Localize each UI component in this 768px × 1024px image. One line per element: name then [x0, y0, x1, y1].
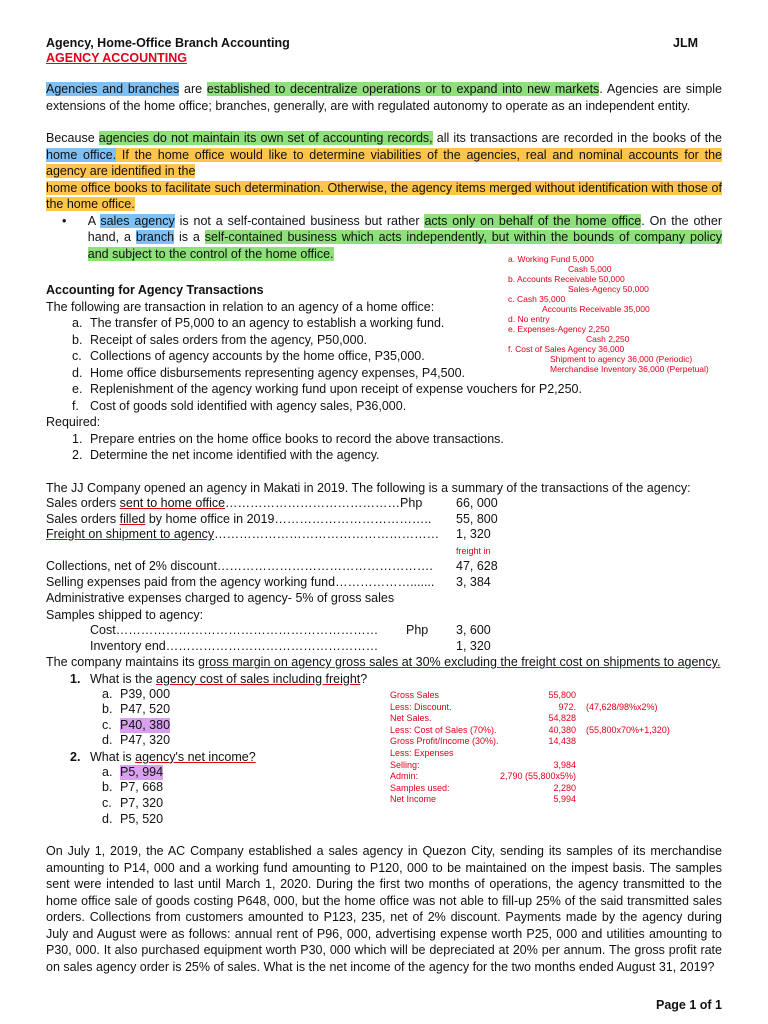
option-text: P47, 320	[120, 733, 171, 748]
text: gross margin on agency gross sales at 30% excluding the freight cost on shipments to agency.	[198, 655, 721, 669]
option-letter: b.	[102, 702, 113, 717]
comp-value: 5,994	[553, 794, 576, 805]
option-text: P40, 380	[120, 717, 171, 732]
margin-note: a. Working Fund 5,000	[508, 254, 594, 264]
margin-note: f. Cost of Sales Agency 36,000	[508, 344, 625, 354]
comp-label: Selling:	[390, 759, 420, 770]
samples-line: Samples shipped to agency:	[46, 607, 204, 622]
item-text: Prepare entries on the home office books to record the above transactions.	[90, 431, 504, 446]
doc-title: Agency, Home-Office Branch Accounting	[46, 36, 290, 50]
option-text: P39, 000	[120, 686, 171, 701]
computation-row	[390, 725, 670, 737]
value: 3, 600	[456, 623, 491, 637]
required-list	[46, 431, 722, 464]
comp-label: Gross Sales	[390, 690, 440, 700]
computation-row	[390, 713, 670, 725]
comp-value: 40,380	[548, 724, 576, 735]
value: 66, 000	[456, 496, 498, 510]
option-text: P5, 520	[120, 811, 164, 826]
value: 3, 384	[456, 574, 491, 589]
text: are	[179, 82, 207, 96]
margin-note: Shipment to agency 36,000 (Periodic)	[550, 354, 693, 364]
item-letter: a.	[72, 316, 83, 330]
option-letter: b.	[102, 780, 113, 795]
option-letter: a.	[102, 686, 113, 701]
comp-value: 55,800	[548, 690, 576, 700]
item-text: Receipt of sales orders from the agency, P50,000.	[90, 332, 368, 347]
intro-paragraph-2	[46, 130, 722, 213]
option-text: P5, 994	[120, 764, 164, 779]
text: The company maintains its	[46, 655, 199, 669]
list-item	[46, 398, 722, 415]
item-text: Replenishment of the agency working fund upon receipt of expense vouchers for P2,250.	[90, 382, 582, 396]
text: filled	[119, 511, 146, 526]
text: . On the other hand, a	[87, 213, 722, 244]
item-letter: c.	[72, 349, 82, 363]
summary-row	[46, 575, 722, 591]
margin-note: d. No entry	[508, 314, 550, 324]
item-text: The transfer of P5,000 to an agency to establish a working fund.	[90, 316, 445, 330]
text: What is	[90, 749, 136, 764]
computation-row	[390, 690, 670, 702]
document-page	[46, 36, 722, 975]
item-text: Cost of goods sold identified with agency sales, P36,000.	[90, 398, 407, 413]
item-text: Home office disbursements representing agency expenses, P4,500.	[90, 365, 465, 380]
comp-label: Less: Discount.	[390, 701, 452, 712]
margin-note: Cash 2,250	[586, 334, 630, 344]
item-number: 2.	[72, 448, 83, 462]
computation-row	[390, 771, 670, 783]
margin-note: Cash 5,000	[568, 264, 612, 274]
text: A	[87, 213, 101, 228]
text: Because	[46, 131, 99, 145]
text: is a	[174, 230, 205, 244]
comp-value: 14,438	[548, 736, 576, 747]
value: 47, 628	[456, 559, 498, 573]
text: ……………………………………Php	[225, 496, 423, 510]
item-letter: b.	[72, 332, 83, 347]
text: Freight on shipment to agency	[46, 527, 215, 541]
text: agency's net income?	[135, 749, 256, 764]
margin-note: b. Accounts Receivable 50,000	[508, 274, 625, 284]
margin-note: c. Cash 35,000	[508, 294, 566, 304]
hl-text: established to decentralize operations or to expand into new markets	[206, 82, 600, 96]
item-text: Collections of agency accounts by the home office, P35,000.	[90, 349, 425, 363]
computation-row	[390, 748, 670, 760]
computation-row	[390, 736, 670, 748]
jj-lead: The JJ Company opened an agency in Makati in 2019. The following is a summary of the transactions of the agency:	[46, 480, 691, 495]
q-number: 2.	[70, 749, 81, 764]
text: Php	[406, 623, 429, 637]
item-text: Determine the net income identified with the agency.	[90, 448, 380, 462]
comp-value: 3,984	[553, 759, 576, 770]
intro-paragraph-1	[46, 81, 722, 114]
comp-label: Net Sales.	[390, 713, 432, 724]
answer-option	[46, 812, 722, 828]
computation-notes	[390, 690, 670, 806]
list-item	[46, 447, 722, 464]
freight-note: freight in	[456, 545, 491, 556]
text: all its transactions are recorded in the books of the	[432, 131, 723, 145]
text: . Agencies are simple extensions of the home office; branches, generally, are with regulated autonomy to operate as an independent entity.	[46, 82, 723, 113]
margin-paragraph	[46, 654, 722, 671]
comp-value: 54,828	[548, 713, 576, 724]
text: Sales orders	[46, 496, 120, 510]
bullet-item	[46, 213, 722, 263]
computation-row	[390, 702, 670, 714]
comp-formula: (55,800x70%+1,320)	[586, 724, 670, 735]
summary-row	[46, 496, 722, 512]
comp-label: Net Income	[390, 794, 437, 805]
item-number: 1.	[72, 431, 83, 446]
text: Selling expenses paid from the agency working fund……………….......	[46, 574, 435, 589]
page-number: Page 1 of 1	[656, 998, 722, 1012]
value: 1, 320	[456, 527, 491, 541]
text: ?	[360, 671, 368, 686]
margin-note: Merchandise Inventory 36,000 (Perpetual)	[550, 364, 709, 374]
text: is not a self-contained business but rather	[174, 213, 425, 228]
list-item	[46, 381, 722, 398]
section-subtitle: AGENCY ACCOUNTING	[46, 51, 187, 65]
hl-text: acts only on behalf of the home office	[424, 213, 642, 228]
list-item	[46, 431, 722, 448]
option-letter: c.	[102, 717, 112, 732]
comp-label: Less: Expenses	[390, 747, 454, 758]
margin-note: e. Expenses-Agency 2,250	[508, 324, 610, 334]
item-letter: d.	[72, 365, 83, 380]
comp-label: Admin:	[390, 771, 419, 782]
hl-text: home office.	[46, 147, 117, 162]
list-item	[46, 315, 722, 332]
hl-text: Agencies and branches	[46, 82, 180, 96]
text: Sales orders	[46, 511, 120, 526]
bullet-mark: •	[62, 213, 67, 228]
option-text: P7, 668	[120, 780, 164, 795]
item-letter: f.	[72, 398, 79, 413]
jj-summary	[46, 496, 722, 654]
option-letter: d.	[102, 733, 113, 748]
header	[46, 36, 722, 50]
item-letter: e.	[72, 382, 83, 396]
computation-row	[390, 794, 670, 806]
summary-row	[46, 527, 722, 559]
option-letter: c.	[102, 796, 112, 811]
text: Collections, net of 2% discount…………………………………………….	[46, 559, 433, 573]
author-initials: JLM	[673, 36, 698, 50]
q-number: 1.	[70, 671, 81, 686]
comp-value	[470, 748, 576, 760]
ac-paragraph: On July 1, 2019, the AC Company established a sales agency in Quezon City, sending its samples of its merchandise amounting to P14, 000 and a working fund amounting to P120, 000 to be maintained on the impest basis. The samples sent were intended to last until March 1, 2020. During the first two months of operations, the agency transmitted to the home office sale of goods costing P648, 000, but the home office was not able to fill-up 25% of the said transmitted sales orders. Collections from customers amounted to P123, 235, net of 2% discount. Payments made by the agency during July and August were as follows: annual rent of P96, 000, advertising expense worth P25, 000 and utilities amounting to P30, 000. It also purchased equipment worth P30, 000 which will be depreciated at 20% per annum. The gross profit rate on sales agency order is 25% of sales. What is the net income of the agency for the two months ended August 31, 2019?	[46, 844, 722, 974]
text: sent to home office	[119, 496, 226, 510]
value: 1, 320	[456, 638, 491, 653]
summary-row	[46, 512, 722, 528]
option-letter: d.	[102, 811, 113, 826]
comp-label: Less: Cost of Sales (70%).	[390, 724, 497, 735]
computation-row	[390, 783, 670, 795]
hl-text: branch	[135, 230, 175, 244]
value: 55, 800	[456, 511, 498, 526]
admin-line: Administrative expenses charged to agency- 5% of gross sales	[46, 591, 395, 605]
hl-text: agencies do not maintain its own set of accounting records,	[98, 131, 433, 145]
text: Inventory end……………………………………………	[90, 638, 379, 653]
comp-label: Samples used:	[390, 782, 450, 793]
comp-value: 2,280	[553, 782, 576, 793]
summary-row	[46, 639, 722, 655]
summary-row	[46, 559, 722, 575]
text: What is the	[90, 671, 156, 686]
hl-text: If the home office would like to determine viabilities of the agencies, real and nominal accounts for the agency are identified in the	[46, 147, 722, 178]
comp-value: 2,790 (55,800x5%)	[499, 771, 576, 782]
text: agency cost of sales including freight	[156, 671, 361, 686]
margin-note: Accounts Receivable 35,000	[542, 304, 650, 314]
hl-text: self-contained business which acts independently, but within the bounds of company policy and subject to the control of the home office.	[87, 230, 722, 261]
option-text: P47, 520	[120, 702, 171, 717]
comp-formula: (47,628/98%x2%)	[586, 701, 658, 712]
comp-label: Gross Profit/Income (30%).	[390, 736, 499, 747]
margin-note: Sales-Agency 50,000	[568, 284, 649, 294]
question-1	[46, 671, 722, 687]
hl-text: sales agency	[100, 213, 175, 228]
summary-row	[46, 623, 722, 639]
option-letter: a.	[102, 764, 113, 779]
hl-text: home office books to facilitate such determination. Otherwise, the agency items merged without identification with those of the home office.	[46, 180, 722, 211]
comp-value: 972.	[558, 701, 576, 712]
text: ………………………………………………	[214, 527, 440, 541]
section-lead: The following are transaction in relation to an agency of a home office:	[46, 299, 435, 314]
required-label: Required:	[46, 415, 101, 429]
text: by home office in 2019………………………………..	[148, 511, 432, 526]
computation-row	[390, 760, 670, 772]
text: Cost………………………………………………………	[90, 623, 379, 637]
option-text: P7, 320	[120, 796, 164, 811]
section-title: Accounting for Agency Transactions	[46, 283, 264, 297]
